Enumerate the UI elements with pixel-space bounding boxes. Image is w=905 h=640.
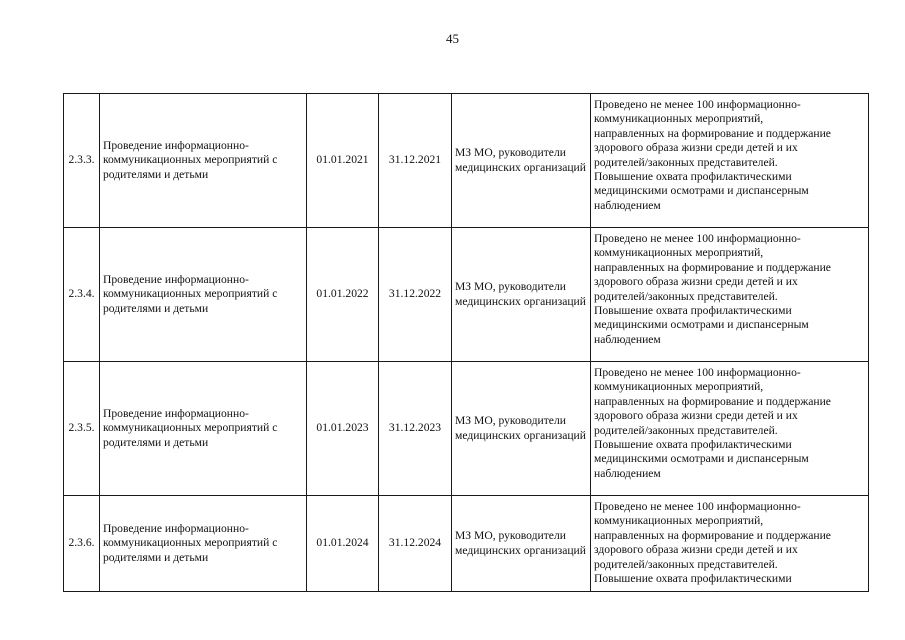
- end-date: 31.12.2023: [379, 362, 452, 496]
- responsible: МЗ МО, руководители медицинских организаций: [452, 362, 591, 496]
- item-number: 2.3.6.: [64, 496, 100, 592]
- item-number: 2.3.5.: [64, 362, 100, 496]
- start-date: 01.01.2021: [307, 94, 379, 228]
- activities-table: [63, 93, 869, 592]
- responsible: МЗ МО, руководители медицинских организаций: [452, 94, 591, 228]
- expected-result-text: Проведено не менее 100 информационно- коммуникационных мероприятий, направленных на формирование и поддержание здорового образа жизни среди детей и их родителей/законных представителей. Повышение охвата профилактическими медицинскими осмотрами и диспансерным наблюдением: [594, 232, 831, 346]
- activity-name: Проведение информационно-коммуникационных мероприятий с родителями и детьми: [100, 496, 307, 592]
- responsible: МЗ МО, руководители медицинских организаций: [452, 496, 591, 592]
- table-row: [64, 496, 869, 592]
- start-date: 01.01.2023: [307, 362, 379, 496]
- responsible: МЗ МО, руководители медицинских организаций: [452, 228, 591, 362]
- activity-name: Проведение информационно-коммуникационных мероприятий с родителями и детьми: [100, 94, 307, 228]
- expected-result: [591, 228, 869, 362]
- start-date: 01.01.2022: [307, 228, 379, 362]
- expected-result: [591, 496, 869, 592]
- expected-result-text: Проведено не менее 100 информационно- коммуникационных мероприятий, направленных на формирование и поддержание здорового образа жизни среди детей и их родителей/законных представителей. Повышение охвата профилактическими медицинскими осмотрами и диспансерным наблюдением: [594, 98, 831, 212]
- activity-name: Проведение информационно-коммуникационных мероприятий с родителями и детьми: [100, 228, 307, 362]
- expected-result-text: Проведено не менее 100 информационно- коммуникационных мероприятий, направленных на формирование и поддержание здорового образа жизни среди детей и их родителей/законных представителей. Повышение охвата профилактическими медицинскими осмотрами и диспансерным наблюдением: [594, 366, 831, 480]
- table-row: [64, 362, 869, 496]
- table-row: [64, 228, 869, 362]
- item-number: 2.3.4.: [64, 228, 100, 362]
- page-number: 45: [446, 31, 459, 46]
- end-date: 31.12.2022: [379, 228, 452, 362]
- item-number: 2.3.3.: [64, 94, 100, 228]
- start-date: 01.01.2024: [307, 496, 379, 592]
- expected-result-text: Проведено не менее 100 информационно- коммуникационных мероприятий, направленных на формирование и поддержание здорового образа жизни среди детей и их родителей/законных представителей. Повышение охвата профилактическими: [594, 500, 831, 586]
- table-row: [64, 94, 869, 228]
- end-date: 31.12.2021: [379, 94, 452, 228]
- activity-name: Проведение информационно-коммуникационных мероприятий с родителями и детьми: [100, 362, 307, 496]
- expected-result: [591, 362, 869, 496]
- end-date: 31.12.2024: [379, 496, 452, 592]
- expected-result: [591, 94, 869, 228]
